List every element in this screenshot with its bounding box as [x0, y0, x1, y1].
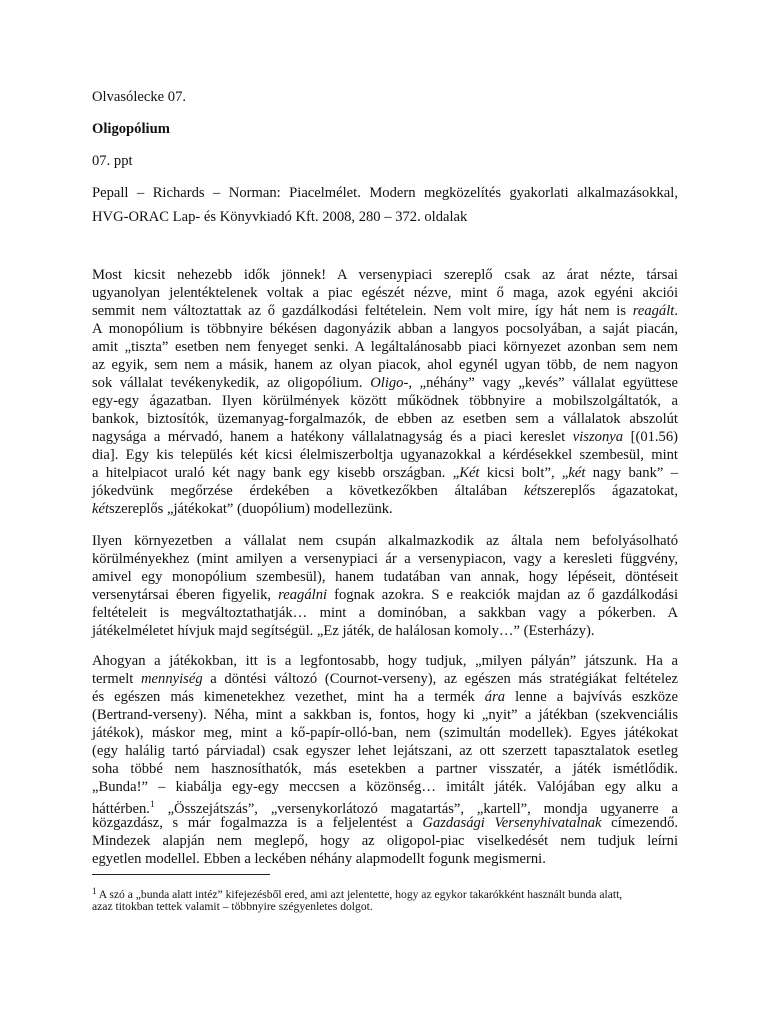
italic-run: Gazdasági Versenyhivatalnak [422, 815, 602, 831]
paragraph-line [92, 500, 393, 518]
paragraph-line: Ilyen környezetben a vállalat nem csupán alkalmazkodik az általa nem befolyásolható [92, 533, 678, 549]
footnote-divider [92, 874, 270, 875]
paragraph-line: amivel egy monopólium szembesül), hanem tudatában van annak, hogy lépéseit, döntéseit [92, 569, 678, 585]
ppt-label: 07. ppt [92, 153, 133, 169]
paragraph-line [92, 688, 678, 706]
text-run: . [674, 303, 678, 319]
paragraph-line: A monopólium is többnyire békésen dagonyázik abban a langyos pocsolyában, a saját piacán, [92, 321, 678, 337]
paragraph-line [92, 464, 678, 482]
footnote-marker: 1 [92, 886, 97, 896]
italic-run: két [523, 483, 541, 499]
text-run: semmit nem változtattak az ő gazdálkodási feltételein. Nem volt mire, így hát nem is [92, 303, 627, 319]
paragraph-line: játékelméletet hívjuk majd segítségül. „Ez játék, de halálosan komoly…” (Esterházy). [92, 623, 595, 639]
paragraph-line: egyetlen modellel. Ebben a leckében néhány alapmodellt fogunk megismerni. [92, 851, 546, 867]
text-run: nagy bank” – [585, 465, 678, 481]
paragraph-line: soha többé nem hasznosíthatók, más esetekben a partner visszatér, a játék ismétlődik. [92, 761, 678, 777]
paragraph-line [92, 482, 678, 500]
paragraph-line: egy-egy ágazatban. Ilyen körülmények között működnek többnyire a mobilszolgáltatók, a [92, 393, 678, 409]
text-run: fognak azokra. S e reakciók majdan az ő gazdálkodási [334, 587, 678, 603]
italic-run: reagálni [278, 587, 328, 603]
paragraph-line: feltételeit is megváltoztathatják… mint a dominóban, a sakkban vagy a pókerben. A [92, 605, 678, 621]
paragraph-line [92, 374, 678, 392]
paragraph-line: (Bertrand-verseny). Néha, mint a sakkban is, fontos, hogy ki „nyit” a játékban (szekvenciális [92, 707, 678, 723]
italic-run: Oligo- [370, 375, 409, 391]
text-run: nagysága a mérvadó, hanem a hatékony vállalatnagyság és a piaci kereslet [92, 429, 566, 445]
paragraph-line: bankok, biztosítók, üzemanyag-forgalmazók, de ebben az esetben sem a vállalatok abszolút [92, 411, 678, 427]
italic-run: viszonya [572, 429, 624, 445]
paragraph-line: Ahogyan a játékokban, itt is a legfontosabb, hogy tudjuk, „milyen pályán” játszunk. Ha a [92, 653, 678, 669]
paragraph-line [92, 302, 678, 320]
paragraph-line: játékok), máskor meg, mint a kő-papír-olló-ban, nem (szimultán modellek). Egyes játékokat [92, 725, 678, 741]
text-run: közgazdász, s már fogalmazza is a feljelentést a [92, 815, 413, 831]
text-run: kicsi bolt”, „ [479, 465, 569, 481]
page-title: Oligopólium [92, 121, 170, 137]
text-run: [(01.56) [630, 429, 679, 445]
text-run: háttérben. [92, 801, 150, 817]
text-run: a döntési változó (Cournot-verseny), az egészen más stratégiákat feltételez [210, 671, 678, 687]
paragraph-line: az egyik, sem nem a másik, hanem az olyan piacok, ahol egynél ugyan több, de nem nagyon [92, 357, 678, 373]
text-run: termelt [92, 671, 134, 687]
text-run: sok vállalat tevékenykedik, az oligopólium. [92, 375, 363, 391]
paragraph-line [92, 670, 678, 688]
paragraph-line: amit „tiszta” esetben nem fenyeget senki. A legáltalánosabb piaci környezet azonban sem nem [92, 339, 678, 355]
italic-run: két [92, 501, 110, 517]
text-run: és egészen más kimenetekhez vezethet, mint ha a termék [92, 689, 475, 705]
footnote-line: azaz titokban tettek valamit – többnyire szégyenletes dolgot. [92, 900, 373, 913]
text-run: versenytársai éberen figyelik, [92, 587, 272, 603]
footnote-reference[interactable]: 1 [149, 800, 155, 810]
text-run: szereplős ágazatokat, [540, 483, 678, 499]
italic-run: Két [459, 465, 480, 481]
paragraph-line [92, 814, 678, 832]
text-run: szereplős „játékokat” (duopólium) modellezünk. [109, 501, 393, 517]
text-run: , „néhány” vagy „kevés” vállalat együttese [408, 375, 678, 391]
italic-run: reagált [632, 303, 675, 319]
paragraph-line [92, 428, 678, 446]
text-run: A szó a „bunda alatt intéz” kifejezésből ered, ami azt jelentette, hogy az egykor takarókként használt bunda alatt, [96, 888, 623, 901]
reference-line-1: Pepall – Richards – Norman: Piacelmélet. Modern megközelítés gyakorlati alkalmazásokkal, [92, 185, 678, 201]
italic-run: ára [484, 689, 506, 705]
paragraph-line: Most kicsit nehezebb idők jönnek! A versenypiaci szereplő csak az árat nézte, társai [92, 267, 678, 283]
paragraph-line: dia]. Egy kis település két kicsi élelmiszerboltja ugyanazokkal a kérdésekkel szembesül, mint [92, 447, 678, 463]
text-run: „Összejátszás”, „versenykorlátozó magatartás”, „kartell”, mondja ugyanerre a [154, 801, 678, 817]
paragraph-line: „Bunda!” – kiabálja egy-egy meccsen a közönség… imitált játék. Valójában egy alku a [92, 779, 678, 795]
text-run: címezendő. [611, 815, 679, 831]
paragraph-line: Mindezek alapján nem meglepő, hogy az oligopol-piac viselkedését nem tudjuk leírni [92, 833, 678, 849]
text-run: a hitelpiacot uraló két nagy bank egy kisebb országban. „ [92, 465, 460, 481]
lesson-label: Olvasólecke 07. [92, 89, 187, 105]
italic-run: két [568, 465, 586, 481]
reference-line-2: HVG-ORAC Lap- és Könyvkiadó Kft. 2008, 280 – 372. oldalak [92, 209, 468, 225]
text-run: jókedvünk megőrzése érdekében a következőkben általában [92, 483, 508, 499]
paragraph-line: körülményekhez (mint amilyen a versenypiaci ár a versenypiacon, vagy a keresleti függvény, [92, 551, 678, 567]
paragraph-line: (egy halálig tartó párviadal) csak egyszer lehet lejátszani, az ott szerzett tapasztalatok esetleg [92, 743, 678, 759]
italic-run: mennyiség [141, 671, 203, 687]
paragraph-line: ugyanolyan jelentéktelenek voltak a piac egészét nézve, mint ő maga, azok egyéni akciói [92, 285, 678, 301]
paragraph-line [92, 586, 678, 604]
text-run: lenne a bajvívás eszköze [515, 689, 679, 705]
